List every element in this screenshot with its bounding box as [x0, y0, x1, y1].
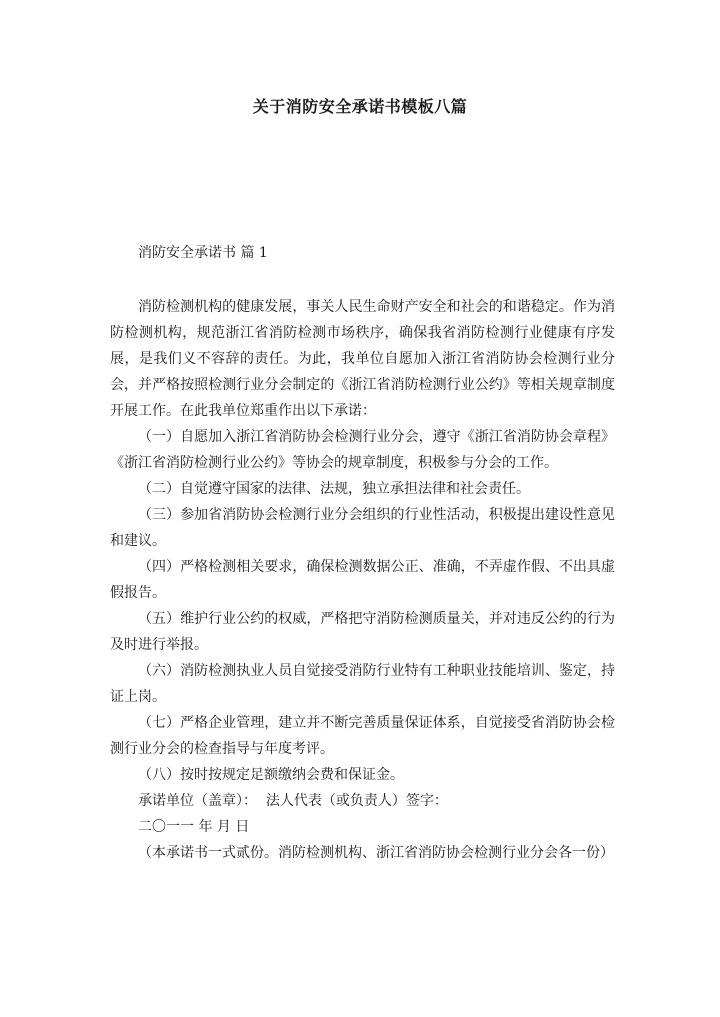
commitment-item-4: （四）严格检测相关要求，确保检测数据公正、准确，不弄虚作假、不出具虚假报告。	[110, 559, 615, 601]
copies-note: （本承诺书一式贰份。消防检测机构、浙江省消防协会检测行业分会各一份）	[138, 845, 614, 861]
intro-paragraph: 消防检测机构的健康发展，事关人民生命财产安全和社会的和谐稳定。作为消防检测机构，规范浙江省消防检测市场秩序，确保我省消防检测行业健康有序发展，是我们义不容辞的责任。为此，我单位自愿加入浙江省消防协会检测行业分会，并严格按照检测行业分会制定的《浙江省消防检测行业公约》等相关规章制度开展工作。在此我单位郑重作出以下承诺：	[110, 299, 615, 419]
commitment-item-3: （三）参加省消防协会检测行业分会组织的行业性活动，积极提出建设性意见和建议。	[110, 507, 615, 549]
commitment-item-6: （六）消防检测执业人员自觉接受消防行业特有工种职业技能培训、鉴定，持证上岗。	[110, 663, 615, 705]
signature-line: 承诺单位（盖章）： 法人代表（或负责人）签字：	[138, 793, 448, 809]
commitment-item-1: （一）自愿加入浙江省消防协会检测行业分会，遵守《浙江省消防协会章程》《浙江省消防检测行业公约》等协会的规章制度，积极参与分会的工作。	[110, 429, 615, 471]
commitment-item-5: （五）维护行业公约的权威，严格把守消防检测质量关，并对违反公约的行为及时进行举报。	[110, 611, 615, 653]
commitment-item-2: （二）自觉遵守国家的法律、法规，独立承担法律和社会责任。	[138, 481, 530, 497]
section-heading: 消防安全承诺书 篇 1	[138, 245, 268, 261]
date-line: 二〇一一 年 月 日	[138, 819, 250, 835]
document-title: 关于消防安全承诺书模板八篇	[252, 97, 468, 116]
document-body	[110, 294, 615, 866]
commitment-item-7: （七）严格企业管理，建立并不断完善质量保证体系，自觉接受省消防协会检测行业分会的检查指导与年度考评。	[110, 715, 615, 757]
commitment-item-8: （八）按时按规定足额缴纳会费和保证金。	[138, 767, 404, 783]
